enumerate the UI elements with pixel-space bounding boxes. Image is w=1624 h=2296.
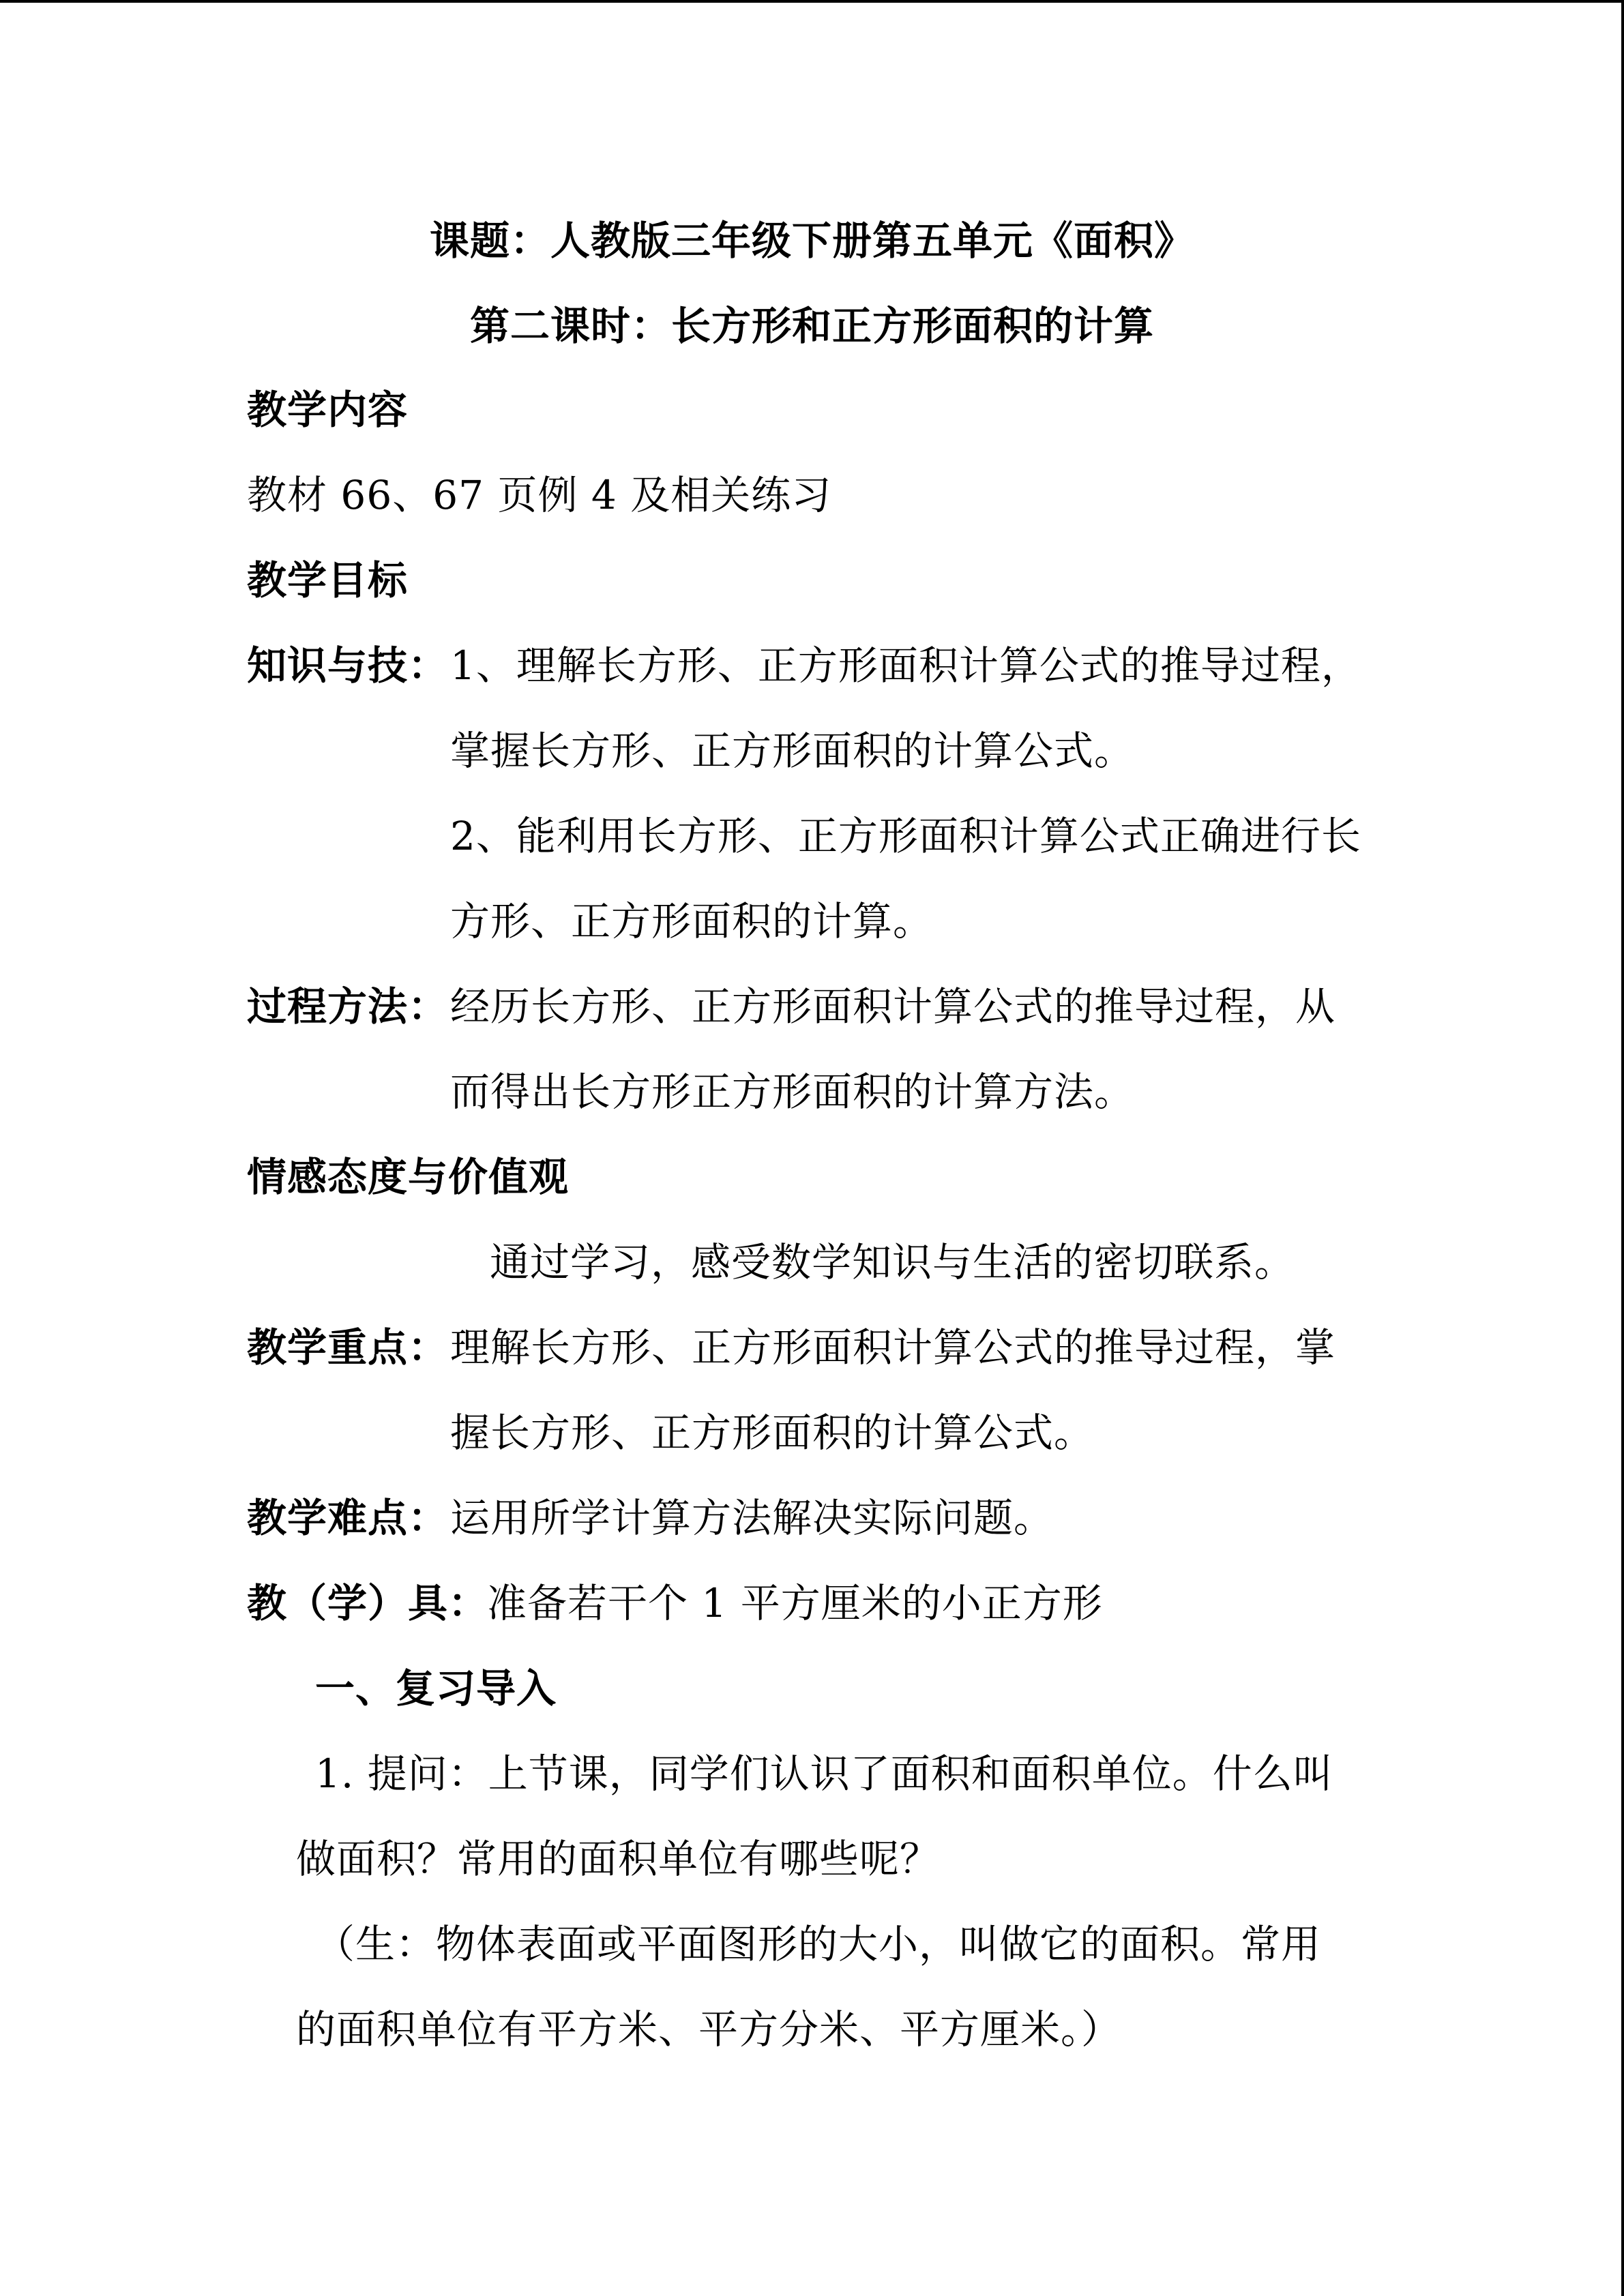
objectives-heading: 教学目标 [247, 557, 409, 603]
key-points-line2: 握长方形、正方形面积的计算公式。 [450, 1410, 1095, 1456]
key-points-label: 教学重点： [247, 1324, 449, 1371]
emotion-heading: 情感态度与价值观 [247, 1154, 570, 1200]
section1-heading: 一、复习导入 [315, 1665, 557, 1712]
difficulties-label: 教学难点： [247, 1495, 449, 1541]
process-line2: 而得出长方形正方形面积的计算方法。 [450, 1069, 1135, 1115]
difficulties-text: 运用所学计算方法解决实际问题。 [450, 1495, 1054, 1541]
section1-question-line1: 1. 提问：上节课，同学们认识了面积和面积单位。什么叫 [315, 1750, 1333, 1797]
knowledge-item1-line2: 掌握长方形、正方形面积的计算公式。 [450, 728, 1135, 774]
key-points-line1: 理解长方形、正方形面积计算公式的推导过程，掌 [450, 1324, 1336, 1371]
tools-label: 教（学）具： [247, 1580, 489, 1626]
knowledge-label: 知识与技： [247, 642, 449, 689]
lesson-subtitle: 第二课时：长方形和正方形面积的计算 [469, 303, 1154, 349]
tools-text: 准备若干个 1 平方厘米的小正方形 [487, 1580, 1103, 1626]
process-line1: 经历长方形、正方形面积计算公式的推导过程，从 [450, 983, 1336, 1030]
lesson-title: 课题：人教版三年级下册第五单元《面积》 [429, 218, 1194, 264]
knowledge-item2-line2: 方形、正方形面积的计算。 [450, 898, 934, 944]
section1-answer-line2: 的面积单位有平方米、平方分米、平方厘米。） [296, 2006, 1122, 2053]
section1-answer-line1: （生：物体表面或平面图形的大小，叫做它的面积。常用 [315, 1921, 1322, 1967]
knowledge-item2-line1: 2、能利用长方形、正方形面积计算公式正确进行长 [450, 813, 1361, 859]
emotion-text: 通过学习，感受数学知识与生活的密切联系。 [490, 1239, 1295, 1285]
section1-question-line2: 做面积？常用的面积单位有哪些呢？ [296, 1836, 941, 1882]
knowledge-item1-line1: 1、理解长方形、正方形面积计算公式的推导过程， [450, 642, 1361, 689]
content-heading: 教学内容 [247, 387, 409, 433]
content-text: 教材 66、67 页例 4 及相关练习 [247, 472, 832, 518]
process-label: 过程方法： [247, 983, 449, 1030]
